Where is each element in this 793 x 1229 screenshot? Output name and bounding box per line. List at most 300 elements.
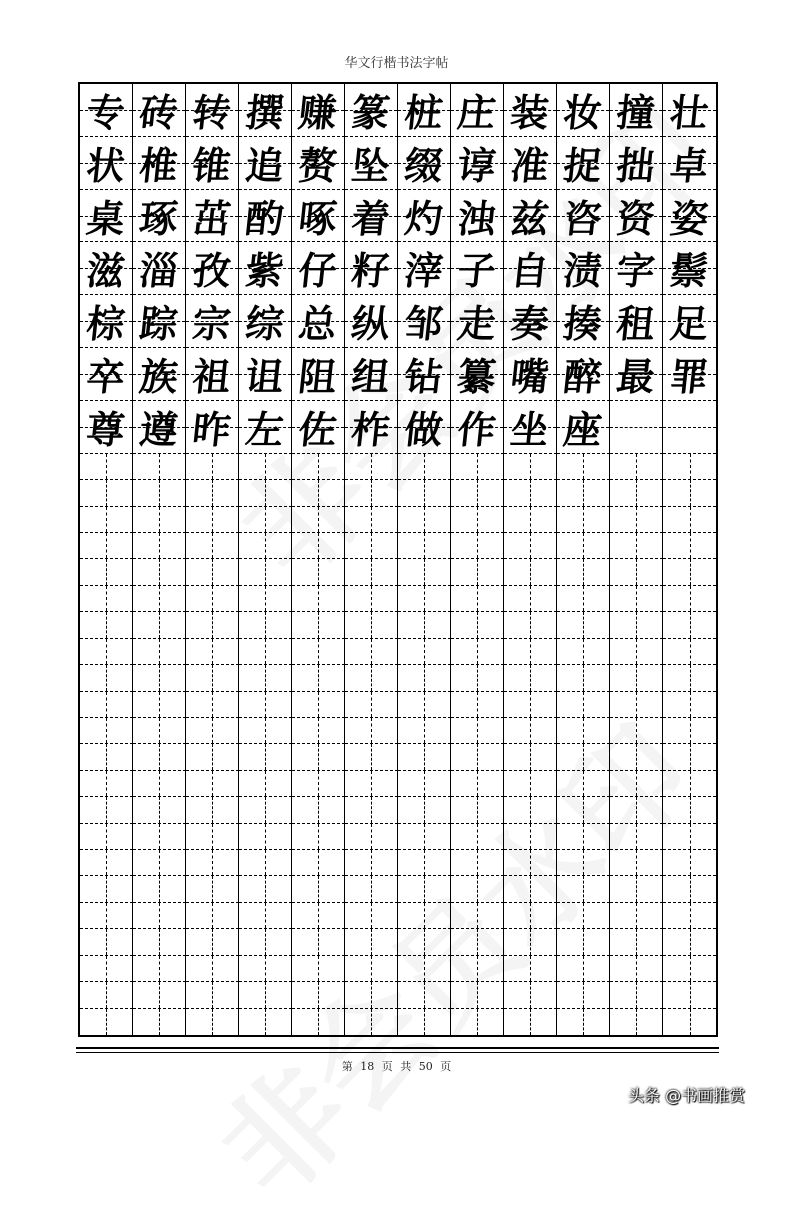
practice-character: 资 — [614, 196, 658, 242]
practice-cell — [504, 348, 557, 401]
blank-practice-cell — [610, 956, 663, 982]
blank-practice-cell — [398, 559, 451, 585]
blank-practice-cell — [239, 586, 292, 612]
practice-cell — [345, 401, 398, 454]
blank-practice-cell — [133, 454, 186, 480]
blank-practice-cell — [186, 586, 239, 612]
blank-practice-cell — [292, 744, 345, 770]
blank-practice-cell — [186, 559, 239, 585]
blank-practice-cell — [239, 507, 292, 533]
blank-practice-cell — [80, 771, 133, 797]
blank-practice-cell — [345, 612, 398, 638]
blank-practice-cell — [239, 480, 292, 506]
blank-practice-cell — [345, 639, 398, 665]
blank-practice-cell — [610, 1009, 663, 1035]
blank-practice-cell — [398, 876, 451, 902]
blank-practice-cell — [610, 876, 663, 902]
practice-character: 灼 — [402, 196, 446, 242]
blank-practice-cell — [504, 612, 557, 638]
blank-practice-cell — [557, 903, 610, 929]
practice-cell — [451, 190, 504, 243]
blank-practice-cell — [398, 533, 451, 559]
practice-character: 遵 — [137, 407, 181, 453]
practice-character: 钻 — [402, 354, 446, 400]
blank-practice-cell — [292, 612, 345, 638]
practice-cell — [133, 295, 186, 348]
blank-practice-cell — [504, 718, 557, 744]
practice-character: 尊 — [84, 407, 128, 453]
practice-cell — [345, 84, 398, 137]
practice-cell — [663, 401, 716, 454]
blank-practice-cell — [398, 692, 451, 718]
blank-practice-cell — [557, 850, 610, 876]
blank-practice-cell — [133, 903, 186, 929]
practice-cell — [80, 401, 133, 454]
practice-character: 孜 — [190, 248, 234, 294]
blank-practice-cell — [557, 744, 610, 770]
practice-character: 综 — [243, 301, 287, 347]
blank-practice-cell — [663, 586, 716, 612]
practice-cell — [504, 84, 557, 137]
blank-practice-cell — [133, 956, 186, 982]
blank-practice-cell — [451, 824, 504, 850]
practice-cell — [663, 295, 716, 348]
blank-practice-cell — [239, 639, 292, 665]
blank-practice-cell — [663, 480, 716, 506]
practice-cell — [557, 242, 610, 295]
blank-practice-cell — [451, 692, 504, 718]
blank-practice-cell — [504, 507, 557, 533]
blank-practice-cell — [451, 929, 504, 955]
blank-practice-cell — [80, 480, 133, 506]
blank-practice-cell — [292, 929, 345, 955]
practice-character: 做 — [402, 407, 446, 453]
practice-character: 酌 — [243, 196, 287, 242]
source-credit: 头条 @书画推赏 — [628, 1086, 746, 1105]
blank-practice-cell — [133, 929, 186, 955]
practice-character: 准 — [508, 143, 552, 189]
blank-practice-cell — [557, 559, 610, 585]
practice-cell — [398, 242, 451, 295]
blank-practice-cell — [451, 903, 504, 929]
practice-cell — [186, 295, 239, 348]
practice-grid — [78, 82, 718, 1037]
blank-practice-cell — [345, 559, 398, 585]
blank-practice-cell — [133, 744, 186, 770]
blank-practice-cell — [610, 586, 663, 612]
blank-practice-cell — [345, 533, 398, 559]
blank-practice-cell — [610, 559, 663, 585]
blank-practice-cell — [292, 903, 345, 929]
practice-cell — [398, 401, 451, 454]
practice-character: 卒 — [84, 354, 128, 400]
blank-practice-cell — [663, 454, 716, 480]
blank-practice-cell — [133, 639, 186, 665]
blank-practice-cell — [239, 850, 292, 876]
blank-practice-cell — [610, 744, 663, 770]
practice-character: 作 — [455, 407, 499, 453]
practice-cell — [133, 401, 186, 454]
practice-cell — [345, 348, 398, 401]
blank-practice-cell — [610, 771, 663, 797]
blank-practice-cell — [239, 665, 292, 691]
blank-practice-cell — [663, 903, 716, 929]
blank-practice-cell — [398, 586, 451, 612]
practice-cell — [504, 190, 557, 243]
practice-character: 柞 — [349, 407, 393, 453]
blank-practice-cell — [557, 480, 610, 506]
practice-character: 阻 — [296, 354, 340, 400]
blank-practice-cell — [239, 771, 292, 797]
blank-practice-cell — [186, 612, 239, 638]
blank-practice-cell — [610, 929, 663, 955]
practice-cell — [80, 84, 133, 137]
practice-cell — [186, 190, 239, 243]
blank-practice-cell — [80, 850, 133, 876]
practice-character: 走 — [455, 301, 499, 347]
blank-practice-cell — [663, 507, 716, 533]
practice-character: 左 — [243, 407, 287, 453]
blank-practice-cell — [292, 718, 345, 744]
blank-practice-cell — [398, 797, 451, 823]
blank-practice-cell — [451, 982, 504, 1008]
practice-cell — [610, 295, 663, 348]
practice-character: 祖 — [190, 354, 234, 400]
practice-cell — [186, 242, 239, 295]
practice-character: 子 — [455, 248, 499, 294]
blank-practice-cell — [451, 876, 504, 902]
practice-cell — [610, 348, 663, 401]
blank-practice-cell — [398, 982, 451, 1008]
blank-practice-cell — [133, 824, 186, 850]
practice-character: 转 — [190, 90, 234, 136]
blank-practice-cell — [345, 692, 398, 718]
blank-practice-cell — [557, 982, 610, 1008]
blank-practice-cell — [663, 692, 716, 718]
blank-practice-cell — [398, 1009, 451, 1035]
blank-practice-cell — [663, 533, 716, 559]
practice-cell — [398, 295, 451, 348]
blank-practice-cell — [292, 850, 345, 876]
practice-cell — [292, 348, 345, 401]
practice-character: 装 — [508, 90, 552, 136]
practice-cell — [663, 137, 716, 190]
blank-practice-cell — [133, 559, 186, 585]
blank-practice-cell — [557, 876, 610, 902]
blank-practice-cell — [663, 956, 716, 982]
practice-character: 咨 — [561, 196, 605, 242]
blank-practice-cell — [186, 903, 239, 929]
blank-practice-cell — [80, 903, 133, 929]
practice-cell — [80, 137, 133, 190]
blank-practice-cell — [80, 454, 133, 480]
blank-practice-cell — [610, 903, 663, 929]
blank-practice-cell — [451, 586, 504, 612]
practice-character: 赘 — [296, 143, 340, 189]
blank-practice-cell — [504, 850, 557, 876]
blank-practice-cell — [504, 480, 557, 506]
practice-character — [607, 401, 664, 453]
practice-cell — [239, 295, 292, 348]
blank-practice-cell — [292, 559, 345, 585]
blank-practice-cell — [239, 903, 292, 929]
blank-practice-cell — [610, 824, 663, 850]
blank-practice-cell — [133, 586, 186, 612]
blank-practice-cell — [186, 982, 239, 1008]
blank-practice-cell — [663, 876, 716, 902]
blank-practice-cell — [610, 797, 663, 823]
blank-practice-cell — [292, 507, 345, 533]
practice-cell — [557, 84, 610, 137]
practice-cell — [557, 295, 610, 348]
practice-character: 姿 — [667, 196, 711, 242]
practice-cell — [186, 137, 239, 190]
practice-character: 昨 — [190, 407, 234, 453]
practice-cell — [610, 401, 663, 454]
practice-character: 茁 — [190, 196, 234, 242]
practice-character: 紫 — [243, 248, 287, 294]
blank-practice-cell — [398, 718, 451, 744]
practice-cell — [133, 84, 186, 137]
practice-character: 专 — [84, 90, 128, 136]
practice-cell — [557, 137, 610, 190]
blank-practice-cell — [451, 1009, 504, 1035]
blank-practice-cell — [451, 533, 504, 559]
blank-practice-cell — [610, 639, 663, 665]
practice-character: 追 — [243, 143, 287, 189]
blank-practice-cell — [398, 850, 451, 876]
blank-practice-cell — [451, 718, 504, 744]
blank-practice-cell — [80, 665, 133, 691]
blank-practice-cell — [345, 586, 398, 612]
blank-practice-cell — [610, 718, 663, 744]
blank-practice-cell — [557, 612, 610, 638]
practice-character: 砖 — [137, 90, 181, 136]
blank-practice-cell — [80, 824, 133, 850]
blank-practice-cell — [345, 824, 398, 850]
blank-practice-cell — [451, 665, 504, 691]
practice-character: 醉 — [561, 354, 605, 400]
blank-practice-cell — [292, 692, 345, 718]
blank-practice-cell — [239, 797, 292, 823]
practice-character — [660, 401, 718, 453]
blank-practice-cell — [292, 586, 345, 612]
blank-practice-cell — [345, 744, 398, 770]
blank-practice-cell — [345, 665, 398, 691]
practice-character: 揍 — [561, 301, 605, 347]
blank-practice-cell — [557, 507, 610, 533]
practice-cell — [186, 401, 239, 454]
practice-cell — [239, 401, 292, 454]
blank-practice-cell — [80, 559, 133, 585]
blank-practice-cell — [504, 982, 557, 1008]
blank-practice-cell — [610, 480, 663, 506]
practice-cell — [292, 137, 345, 190]
blank-practice-cell — [292, 876, 345, 902]
blank-practice-cell — [133, 692, 186, 718]
blank-practice-cell — [345, 771, 398, 797]
practice-cell — [345, 242, 398, 295]
blank-practice-cell — [186, 824, 239, 850]
blank-practice-cell — [504, 586, 557, 612]
blank-practice-cell — [451, 771, 504, 797]
blank-practice-cell — [133, 850, 186, 876]
blank-practice-cell — [133, 533, 186, 559]
blank-practice-cell — [398, 612, 451, 638]
blank-practice-cell — [133, 771, 186, 797]
practice-cell — [345, 137, 398, 190]
practice-character: 卓 — [667, 143, 711, 189]
practice-cell — [80, 242, 133, 295]
blank-practice-cell — [557, 586, 610, 612]
practice-cell — [504, 295, 557, 348]
blank-practice-cell — [80, 744, 133, 770]
practice-cell — [80, 348, 133, 401]
practice-cell — [451, 295, 504, 348]
blank-practice-cell — [610, 533, 663, 559]
blank-practice-cell — [186, 480, 239, 506]
blank-practice-cell — [610, 850, 663, 876]
practice-character: 仔 — [296, 248, 340, 294]
blank-practice-cell — [345, 797, 398, 823]
blank-practice-cell — [345, 982, 398, 1008]
practice-cell — [186, 348, 239, 401]
blank-practice-cell — [239, 718, 292, 744]
practice-character: 状 — [84, 143, 128, 189]
blank-practice-cell — [557, 718, 610, 744]
blank-practice-cell — [451, 850, 504, 876]
blank-practice-cell — [504, 665, 557, 691]
blank-practice-cell — [504, 929, 557, 955]
blank-practice-cell — [239, 744, 292, 770]
blank-practice-cell — [186, 771, 239, 797]
blank-practice-cell — [398, 771, 451, 797]
blank-practice-cell — [239, 956, 292, 982]
practice-cell — [133, 190, 186, 243]
blank-practice-cell — [663, 850, 716, 876]
practice-character: 族 — [137, 354, 181, 400]
blank-practice-cell — [80, 718, 133, 744]
practice-character: 渍 — [561, 248, 605, 294]
blank-practice-cell — [504, 956, 557, 982]
practice-character: 淄 — [137, 248, 181, 294]
blank-practice-cell — [504, 639, 557, 665]
practice-character: 庄 — [455, 90, 499, 136]
practice-character: 拙 — [614, 143, 658, 189]
blank-practice-cell — [504, 744, 557, 770]
practice-character: 足 — [667, 301, 711, 347]
blank-practice-cell — [504, 903, 557, 929]
practice-character: 浊 — [455, 196, 499, 242]
blank-practice-cell — [610, 982, 663, 1008]
practice-character: 最 — [614, 354, 658, 400]
blank-practice-cell — [186, 850, 239, 876]
blank-practice-cell — [239, 1009, 292, 1035]
practice-character: 缀 — [402, 143, 446, 189]
practice-character: 棕 — [84, 301, 128, 347]
blank-practice-cell — [398, 665, 451, 691]
blank-practice-cell — [186, 956, 239, 982]
practice-cell — [504, 137, 557, 190]
blank-practice-cell — [451, 480, 504, 506]
practice-character: 撰 — [243, 90, 287, 136]
blank-practice-cell — [239, 929, 292, 955]
blank-practice-cell — [451, 559, 504, 585]
footer-rule — [76, 1047, 719, 1049]
practice-cell — [663, 348, 716, 401]
blank-practice-cell — [345, 876, 398, 902]
blank-practice-cell — [292, 1009, 345, 1035]
blank-practice-cell — [133, 507, 186, 533]
blank-practice-cell — [398, 903, 451, 929]
blank-practice-cell — [239, 876, 292, 902]
practice-character: 壮 — [667, 90, 711, 136]
practice-character: 坐 — [508, 407, 552, 453]
practice-character: 妆 — [561, 90, 605, 136]
blank-practice-cell — [80, 586, 133, 612]
blank-practice-cell — [451, 454, 504, 480]
blank-practice-cell — [345, 956, 398, 982]
blank-practice-cell — [557, 824, 610, 850]
practice-character: 篆 — [349, 90, 393, 136]
practice-cell — [345, 190, 398, 243]
blank-practice-cell — [292, 982, 345, 1008]
blank-practice-cell — [133, 797, 186, 823]
practice-character: 滋 — [84, 248, 128, 294]
blank-practice-cell — [80, 982, 133, 1008]
blank-practice-cell — [80, 692, 133, 718]
blank-practice-cell — [133, 1009, 186, 1035]
practice-cell — [610, 242, 663, 295]
blank-practice-cell — [451, 956, 504, 982]
practice-cell — [663, 190, 716, 243]
blank-practice-cell — [186, 876, 239, 902]
blank-practice-cell — [398, 454, 451, 480]
practice-character: 捉 — [561, 143, 605, 189]
practice-character: 琢 — [137, 196, 181, 242]
blank-practice-cell — [398, 956, 451, 982]
practice-cell — [80, 295, 133, 348]
blank-practice-cell — [663, 929, 716, 955]
practice-cell — [133, 242, 186, 295]
blank-practice-cell — [663, 1009, 716, 1035]
blank-practice-cell — [345, 480, 398, 506]
blank-practice-cell — [663, 797, 716, 823]
blank-practice-cell — [80, 797, 133, 823]
practice-character: 佐 — [296, 407, 340, 453]
blank-practice-cell — [133, 876, 186, 902]
blank-practice-cell — [398, 639, 451, 665]
practice-cell — [663, 84, 716, 137]
practice-character: 锥 — [190, 143, 234, 189]
practice-cell — [239, 137, 292, 190]
blank-practice-cell — [504, 559, 557, 585]
blank-practice-cell — [557, 929, 610, 955]
blank-practice-cell — [133, 718, 186, 744]
blank-practice-cell — [451, 797, 504, 823]
practice-character: 啄 — [296, 196, 340, 242]
blank-practice-cell — [292, 454, 345, 480]
practice-character: 桩 — [402, 90, 446, 136]
blank-practice-cell — [451, 639, 504, 665]
blank-practice-cell — [292, 533, 345, 559]
blank-practice-cell — [345, 718, 398, 744]
blank-practice-cell — [133, 612, 186, 638]
blank-practice-cell — [610, 507, 663, 533]
blank-practice-cell — [663, 639, 716, 665]
practice-cell — [557, 401, 610, 454]
blank-practice-cell — [292, 824, 345, 850]
